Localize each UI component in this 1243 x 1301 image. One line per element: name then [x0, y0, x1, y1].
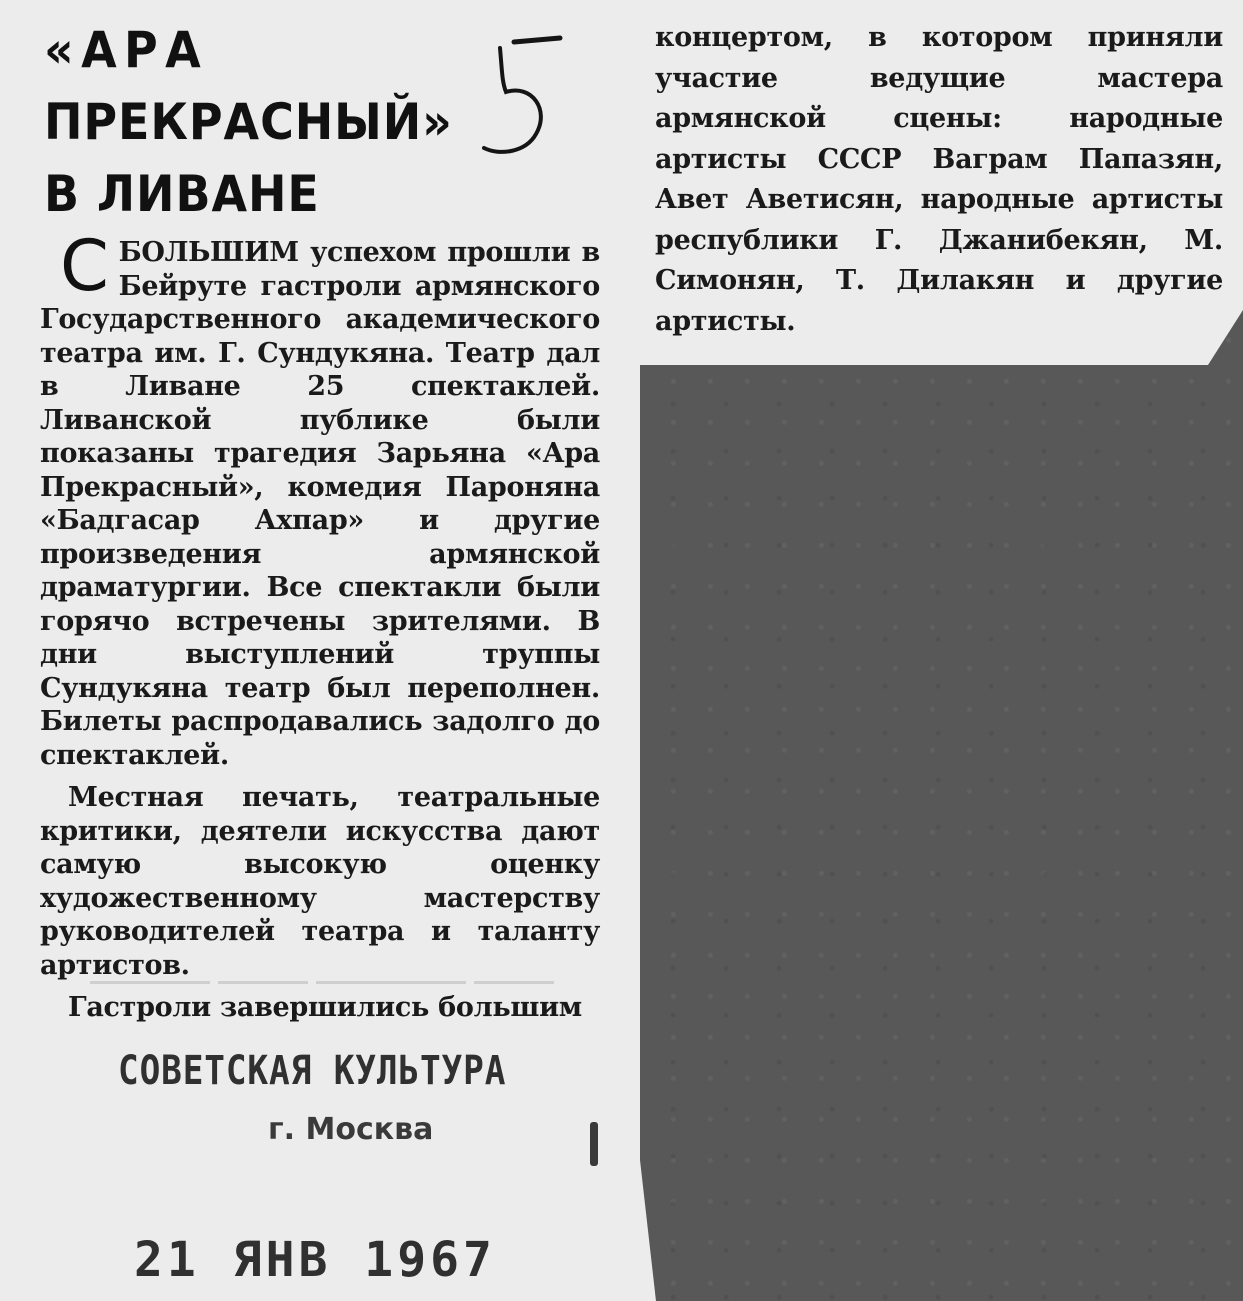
headline-line-2: ПРЕКРАСНЫЙ» [44, 93, 453, 151]
article-paragraph-2: Местная печать, театральные критики, деятели искусства дают самую высокую оценку художественному мастерству руководителей театра и таланту артистов. [40, 782, 600, 981]
article-paragraph-4: концертом, в котором приняли участие ведущие мастера армянской сцены: народные артисты СССР Ваграм Папазян, Авет Аветисян, народные артисты республики Г. Джанибекян, М. Симонян, Т. Дилакян и другие артисты. [655, 22, 1223, 337]
dropcap-letter: С [60, 225, 109, 307]
city-stamp: г. Москва [268, 1112, 434, 1147]
handwritten-five-icon [476, 30, 566, 160]
date-stamp: 21 ЯНВ 1967 [134, 1232, 496, 1288]
article-paragraph-1 [40, 225, 600, 772]
ink-mark-icon [584, 1120, 604, 1168]
article-paragraph-1-text: БОЛЬШИМ успехом прошли в Бейруте гастроли армянского Государственного академического театра им. Г. Сундукяна. Театр дал в Ливане 25 спектаклей. Ливанской публике были показаны трагедия Зарьяна «Ара Прекрасный», комедия Пароняна «Бадгасар Ахпар» и другие произведения армянской драматургии. Все спектакли были горячо встречены зрителями. В дни выступлений труппы Сундукяна театр был переполнен. Билеты распродавались задолго до спектаклей. [40, 237, 600, 771]
article-paragraph-3: Гастроли завершились большим [68, 992, 582, 1023]
show-through-lines [90, 972, 580, 986]
headline-line-3: В ЛИВАНЕ [44, 165, 320, 223]
article-column-right [655, 18, 1223, 342]
article-column-left [40, 225, 600, 1034]
newspaper-stamp: СОВЕТСКАЯ КУЛЬТУРА [118, 1048, 507, 1094]
article-headline [44, 14, 453, 230]
handwritten-page-number [476, 30, 566, 164]
headline-line-1: «АРА [44, 21, 209, 79]
